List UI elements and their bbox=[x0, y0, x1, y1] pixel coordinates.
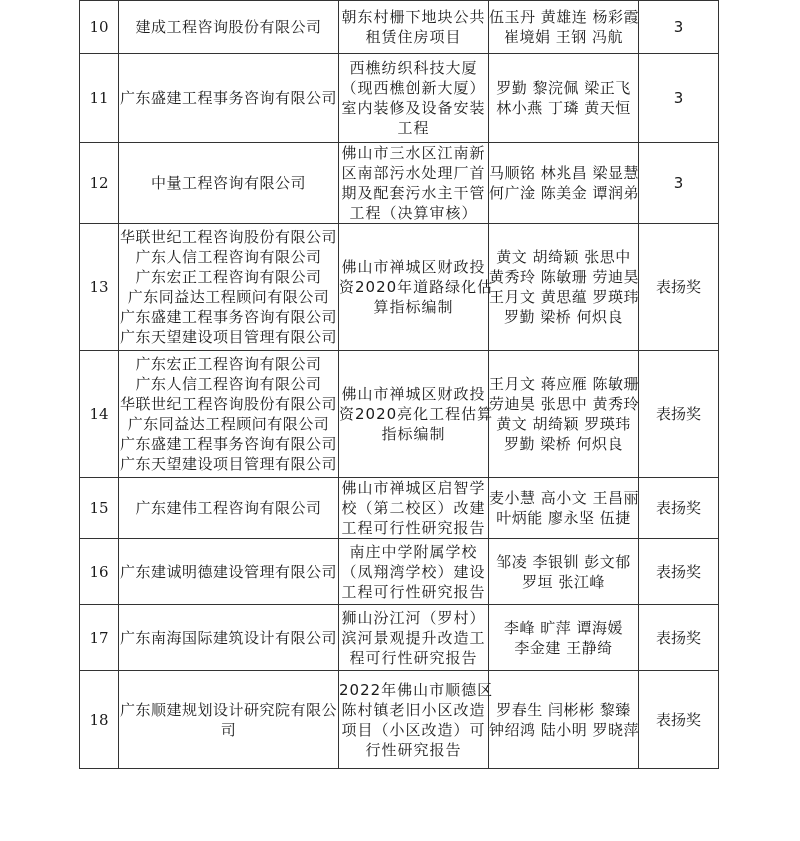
award-cell: 表扬奖 bbox=[639, 224, 719, 351]
row-number: 11 bbox=[80, 54, 119, 143]
project-cell-line: 佛山市禅城区财政投 bbox=[341, 258, 486, 276]
project-cell-line: 校（第二校区）改建 bbox=[341, 499, 486, 517]
row-number: 14 bbox=[80, 351, 119, 478]
unit-cell-line: 广东宏正工程咨询有限公司 bbox=[135, 268, 322, 286]
project-cell-line: 工程可行性研究报告 bbox=[341, 519, 486, 537]
row-number: 18 bbox=[80, 671, 119, 769]
unit-cell bbox=[119, 54, 339, 143]
unit-cell-line: 司 bbox=[220, 720, 237, 739]
project-cell-line: 工程可行性研究报告 bbox=[341, 582, 486, 601]
people-cell-line: 王月文 黄思蕴 罗瑛玮 bbox=[489, 288, 640, 306]
project-cell-line: 项目（小区改造）可 bbox=[341, 720, 486, 739]
row-number: 13 bbox=[80, 224, 119, 351]
unit-cell bbox=[119, 224, 339, 351]
project-cell-line: 西樵纺织科技大厦 bbox=[349, 59, 478, 77]
people-cell-line: 崔境娟 王钢 冯航 bbox=[503, 28, 624, 46]
table-row bbox=[80, 539, 719, 605]
award-cell: 表扬奖 bbox=[639, 605, 719, 671]
project-cell-line: 租赁住房项目 bbox=[365, 28, 462, 46]
row-number: 10 bbox=[80, 1, 119, 54]
people-cell bbox=[489, 351, 639, 478]
people-cell bbox=[489, 54, 639, 143]
project-cell-line: 室内装修及设备安装 bbox=[341, 99, 486, 117]
award-cell: 表扬奖 bbox=[639, 539, 719, 605]
people-cell-line: 伍玉丹 黄雄连 杨彩霞 bbox=[489, 8, 640, 26]
table-row bbox=[80, 1, 719, 54]
people-cell-line: 罗垣 张江峰 bbox=[522, 572, 605, 591]
unit-cell-line: 广东盛建工程事务咨询有限公司 bbox=[119, 89, 337, 107]
people-cell-line: 劳迪昊 张思中 黄秀玲 bbox=[489, 395, 640, 413]
project-cell bbox=[339, 605, 489, 671]
people-cell bbox=[489, 224, 639, 351]
people-cell bbox=[489, 605, 639, 671]
project-cell-line: 资2020亮化工程估算 bbox=[339, 405, 494, 423]
unit-cell-line: 广东宏正工程咨询有限公司 bbox=[135, 355, 322, 373]
project-cell-line: 佛山市禅城区启智学 bbox=[341, 479, 486, 497]
table-row bbox=[80, 224, 719, 351]
table-row bbox=[80, 478, 719, 539]
award-table-body bbox=[80, 1, 719, 769]
project-cell-line: 工程（决算审核） bbox=[349, 204, 478, 222]
unit-cell-line: 广东人信工程咨询有限公司 bbox=[135, 375, 322, 393]
project-cell-line: 程可行性研究报告 bbox=[349, 648, 478, 667]
people-cell-line: 黄文 胡绮颖 张思中 bbox=[496, 248, 631, 266]
row-number: 15 bbox=[80, 478, 119, 539]
people-cell-line: 何广淦 陈美金 谭润弟 bbox=[489, 184, 640, 202]
unit-cell-line: 广东建诚明德建设管理有限公司 bbox=[119, 562, 337, 581]
people-cell-line: 罗春生 闫彬彬 黎臻 bbox=[496, 700, 631, 719]
unit-cell bbox=[119, 478, 339, 539]
project-cell-line: 资2020年道路绿化估 bbox=[339, 278, 494, 296]
table-row bbox=[80, 54, 719, 143]
project-cell-line: 指标编制 bbox=[381, 425, 446, 443]
project-cell-line: 朝东村栅下地块公共 bbox=[341, 8, 486, 26]
people-cell-line: 王月文 蒋应雁 陈敏珊 bbox=[489, 375, 640, 393]
table-row bbox=[80, 605, 719, 671]
project-cell bbox=[339, 539, 489, 605]
project-cell bbox=[339, 54, 489, 143]
people-cell-line: 黄文 胡绮颖 罗瑛玮 bbox=[496, 415, 631, 433]
project-cell bbox=[339, 478, 489, 539]
row-number: 16 bbox=[80, 539, 119, 605]
unit-cell-line: 中量工程咨询有限公司 bbox=[150, 174, 306, 192]
people-cell-line: 罗勤 黎浣佩 梁正飞 bbox=[496, 79, 631, 97]
people-cell-line: 麦小慧 高小文 王昌丽 bbox=[489, 489, 640, 507]
unit-cell-line: 华联世纪工程咨询股份有限公司 bbox=[119, 395, 337, 413]
unit-cell bbox=[119, 605, 339, 671]
project-cell-line: 区南部污水处理厂首 bbox=[341, 164, 486, 182]
people-cell bbox=[489, 671, 639, 769]
unit-cell bbox=[119, 1, 339, 54]
unit-cell-line: 广东盛建工程事务咨询有限公司 bbox=[119, 435, 337, 453]
award-cell: 表扬奖 bbox=[639, 671, 719, 769]
unit-cell-line: 广东南海国际建筑设计有限公司 bbox=[119, 628, 337, 647]
project-cell-line: 2022年佛山市顺德区 bbox=[339, 680, 494, 699]
people-cell-line: 马顺铭 林兆昌 梁显慧 bbox=[489, 164, 640, 182]
project-cell-line: 南庄中学附属学校 bbox=[349, 542, 478, 561]
people-cell-line: 叶炳能 廖永坚 伍捷 bbox=[496, 509, 631, 527]
unit-cell-line: 广东顺建规划设计研究院有限公 bbox=[119, 700, 337, 719]
row-number: 17 bbox=[80, 605, 119, 671]
project-cell-line: 陈村镇老旧小区改造 bbox=[341, 700, 486, 719]
unit-cell bbox=[119, 143, 339, 224]
people-cell-line: 罗勤 梁桥 何炽良 bbox=[503, 308, 624, 326]
unit-cell-line: 广东人信工程咨询有限公司 bbox=[135, 248, 322, 266]
people-cell bbox=[489, 143, 639, 224]
project-cell-line: 滨河景观提升改造工 bbox=[341, 628, 486, 647]
unit-cell-line: 华联世纪工程咨询股份有限公司 bbox=[119, 228, 337, 246]
unit-cell-line: 广东同益达工程顾问有限公司 bbox=[127, 415, 330, 433]
project-cell bbox=[339, 143, 489, 224]
project-cell-line: 狮山汾江河（罗村） bbox=[341, 608, 486, 627]
table-row bbox=[80, 671, 719, 769]
row-number: 12 bbox=[80, 143, 119, 224]
award-cell: 表扬奖 bbox=[639, 478, 719, 539]
people-cell-line: 钟绍鸿 陆小明 罗晓萍 bbox=[489, 720, 640, 739]
people-cell bbox=[489, 539, 639, 605]
award-cell: 3 bbox=[639, 1, 719, 54]
project-cell bbox=[339, 224, 494, 351]
project-cell-line: （现西樵创新大厦） bbox=[341, 79, 486, 97]
award-cell: 3 bbox=[639, 54, 719, 143]
people-cell-line: 李峰 旷萍 谭海媛 bbox=[503, 618, 624, 637]
people-cell bbox=[489, 1, 639, 54]
project-cell bbox=[339, 351, 494, 478]
people-cell-line: 黄秀玲 陈敏珊 劳迪昊 bbox=[489, 268, 640, 286]
project-cell-line: 期及配套污水主干管 bbox=[341, 184, 486, 202]
people-cell-line: 罗勤 梁桥 何炽良 bbox=[503, 435, 624, 453]
table-row bbox=[80, 351, 719, 478]
unit-cell bbox=[119, 539, 339, 605]
people-cell-line: 林小燕 丁璘 黄天恒 bbox=[496, 99, 631, 117]
table-row bbox=[80, 143, 719, 224]
award-list-table bbox=[79, 0, 719, 769]
project-cell-line: 工程 bbox=[397, 119, 430, 137]
unit-cell bbox=[119, 671, 339, 769]
unit-cell-line: 广东盛建工程事务咨询有限公司 bbox=[119, 308, 337, 326]
project-cell-line: 行性研究报告 bbox=[365, 740, 462, 759]
unit-cell-line: 广东同益达工程顾问有限公司 bbox=[127, 288, 330, 306]
project-cell-line: 佛山市禅城区财政投 bbox=[341, 385, 486, 403]
unit-cell-line: 广东建伟工程咨询有限公司 bbox=[135, 499, 322, 517]
project-cell-line: 算指标编制 bbox=[373, 298, 454, 316]
award-cell: 3 bbox=[639, 143, 719, 224]
project-cell-line: （凤翔湾学校）建设 bbox=[341, 562, 486, 581]
project-cell bbox=[339, 671, 494, 769]
project-cell bbox=[339, 1, 489, 54]
award-cell: 表扬奖 bbox=[639, 351, 719, 478]
unit-cell bbox=[119, 351, 339, 478]
unit-cell-line: 广东天望建设项目管理有限公司 bbox=[119, 328, 337, 346]
people-cell bbox=[489, 478, 639, 539]
project-cell-line: 佛山市三水区江南新 bbox=[341, 144, 486, 162]
people-cell-line: 邹凌 李银钏 彭文郁 bbox=[496, 552, 631, 571]
people-cell-line: 李金建 王静绮 bbox=[514, 638, 613, 657]
unit-cell-line: 广东天望建设项目管理有限公司 bbox=[119, 455, 337, 473]
unit-cell-line: 建成工程咨询股份有限公司 bbox=[135, 18, 322, 36]
